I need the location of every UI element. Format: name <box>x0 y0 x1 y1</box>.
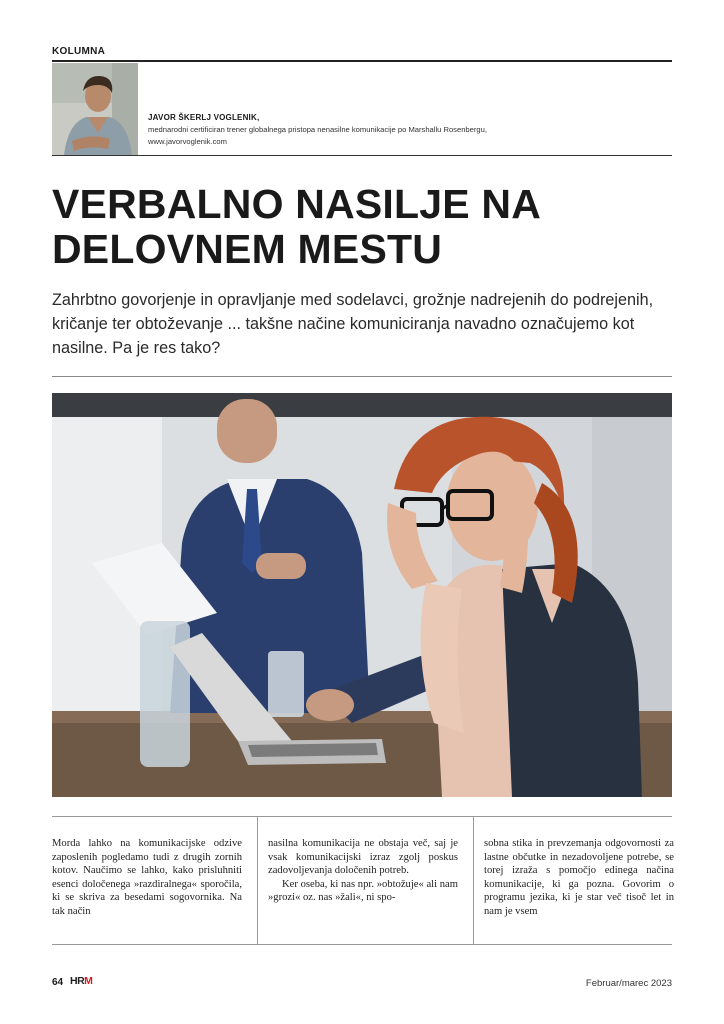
issue-date: Februar/marec 2023 <box>585 978 672 989</box>
body-paragraph: nasilna komunikacija ne obstaja več, saj je vsak komunikacijski izraz zgolj poskus zadovoljevanja določenih potreb. <box>268 838 458 877</box>
column-separator <box>257 816 258 944</box>
body-paragraph: Ker oseba, ki nas npr. »obtožuje« ali nam »grozi« oz. nas »žali«, ni spo- <box>268 878 458 904</box>
column-separator <box>473 816 474 944</box>
body-paragraph: Morda lahko na komunikacijske odzive zaposlenih pogledamo tudi z drugih zornih kotov. Naučimo se lahko, kako prisluhniti esenci določenega »razdiralnega« sporočila, ki se skriva za besedami sogovornika. Na tak način <box>52 838 242 917</box>
header-rule <box>52 60 672 62</box>
body-column-2 <box>268 837 458 905</box>
article-deck: Zahrbtno govorjenje in opravljanje med sodelavci, grožnje nadrejenih do podrejenih, kričanje ter obtoževanje ... takšne načine komuniciranja navadno označujemo kot nasilne. Pa je res tako? <box>52 291 654 357</box>
author-name: JAVOR ŠKERLJ VOGLENIK, <box>148 113 260 122</box>
logo-left: HR <box>70 975 85 987</box>
author-website[interactable]: www.javorvoglenik.com <box>148 137 227 146</box>
article-title <box>52 182 672 272</box>
body-paragraph: sobna stika in prevzemanja odgovornosti za lastne občutke in nezadovoljene potrebe, se torej izraža s pomočjo edinega načina komunikacije, ki ga pozna. Govorim o programu jezika, ki je star več tisoč let in nam je vsem <box>484 838 674 917</box>
body-column-3 <box>484 837 674 919</box>
logo-right: M <box>84 975 93 987</box>
columns-top-rule <box>52 816 672 817</box>
author-photo <box>52 63 138 155</box>
author-description: mednarodni certificiran trener globalnega pristopa nenasilne komunikacije po Marshallu Rosenbergu, <box>148 125 487 134</box>
author-info <box>148 113 668 148</box>
deck-rule <box>52 376 672 377</box>
section-label: KOLUMNA <box>52 46 106 57</box>
title-line-1: VERBALNO NASILJE NA <box>52 181 542 227</box>
hero-photo <box>52 393 672 797</box>
body-column-1 <box>52 837 242 919</box>
magazine-logo <box>70 975 92 987</box>
page-number: 64 <box>52 977 64 988</box>
columns-bottom-rule <box>52 944 672 945</box>
author-rule <box>52 155 672 156</box>
title-line-2: DELOVNEM MESTU <box>52 226 443 272</box>
